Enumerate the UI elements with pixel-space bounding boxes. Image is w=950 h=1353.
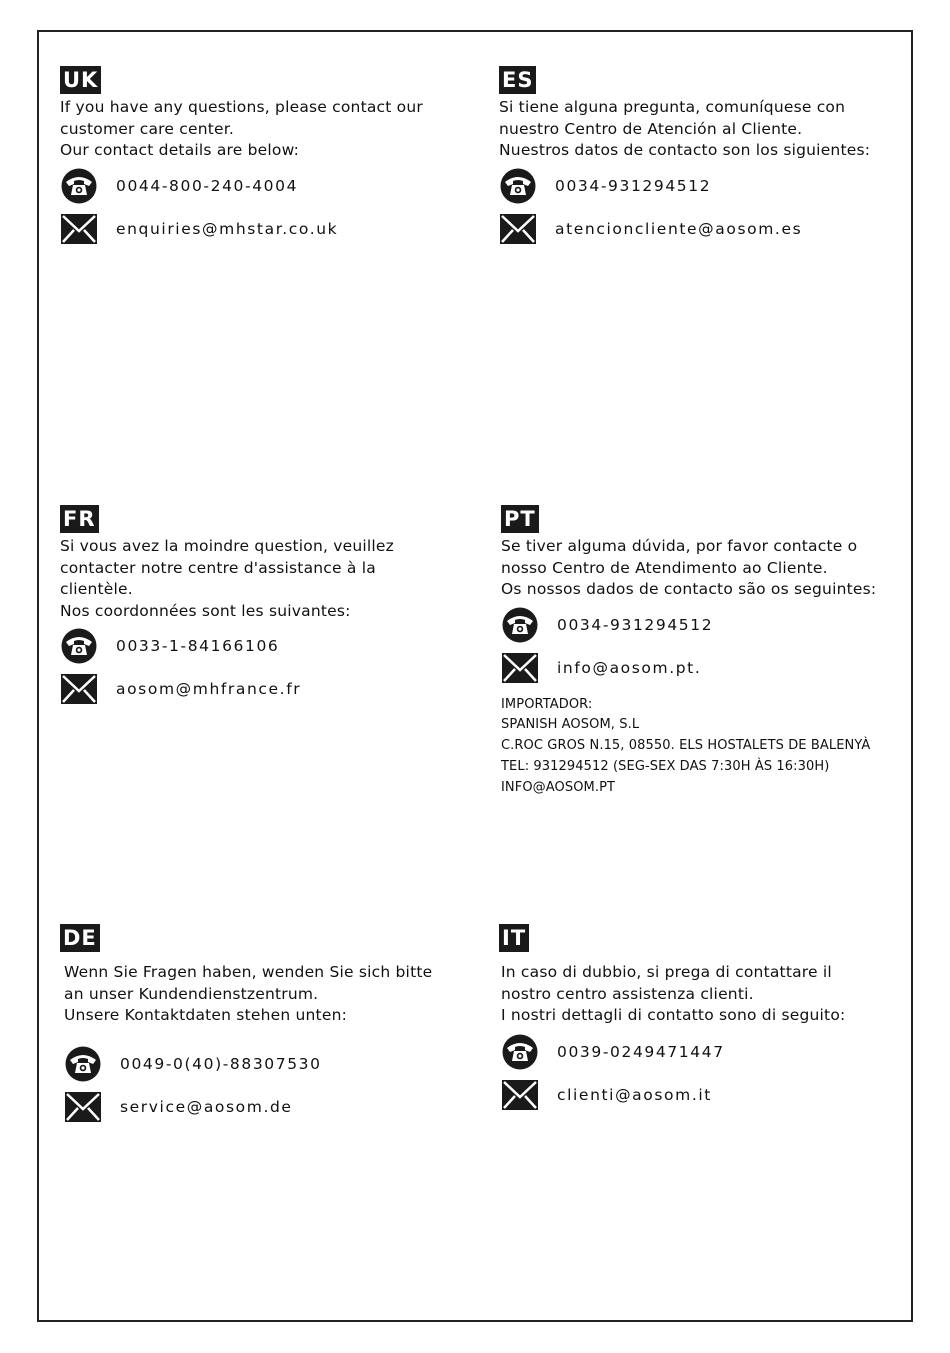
phone-number[interactable]: 0039-0249471447: [557, 1042, 725, 1061]
email-row: [499, 1076, 909, 1114]
email-row: [501, 649, 901, 687]
section-pt: [501, 505, 901, 798]
envelope-icon: [64, 1089, 102, 1125]
envelope-icon: [60, 211, 98, 247]
intro-line: Si tiene alguna pregunta, comuníquese con: [499, 98, 846, 116]
intro-line: customer care center.: [60, 119, 235, 138]
intro-line: Our contact details are below:: [60, 141, 300, 159]
section-uk: [60, 66, 470, 248]
country-code-badge: PT: [501, 505, 539, 533]
importer-line: C.ROC GROS N.15, 08550. ELS HOSTALETS DE BALENYÀ: [501, 738, 871, 754]
phone-row: [499, 1033, 909, 1071]
importer-line: TEL: 931294512 (SEG-SEX DAS 7:30H ÀS 16:30H): [501, 758, 830, 774]
country-code-badge: FR: [60, 505, 99, 533]
telephone-icon: [60, 628, 98, 664]
email-address[interactable]: service@aosom.de: [120, 1097, 293, 1116]
section-es: [499, 66, 909, 248]
email-row: [499, 210, 909, 248]
intro-line: nuestro Centro de Atención al Cliente.: [499, 119, 803, 138]
intro-line: clientèle.: [60, 580, 133, 598]
email-address[interactable]: enquiries@mhstar.co.uk: [116, 219, 339, 238]
section-de: [60, 924, 470, 1126]
envelope-icon: [501, 1077, 539, 1113]
country-code-badge: IT: [499, 924, 529, 952]
phone-number[interactable]: 0033-1-84166106: [116, 637, 280, 655]
phone-row: [60, 627, 470, 665]
email-address[interactable]: info@aosom.pt.: [557, 658, 702, 677]
intro-line: contacter notre centre d'assistance à la: [60, 558, 376, 577]
intro-line: Se tiver alguma dúvida, por favor contacte o: [501, 537, 858, 555]
intro-line: an unser Kundendienstzentrum.: [64, 984, 319, 1003]
section-fr: [60, 505, 470, 708]
country-code-badge: DE: [60, 924, 100, 952]
email-row: [60, 670, 470, 708]
phone-row: [60, 1045, 470, 1083]
envelope-icon: [501, 650, 539, 686]
intro-line: Os nossos dados de contacto são os seguintes:: [501, 580, 877, 598]
telephone-icon: [499, 168, 537, 204]
envelope-icon: [60, 671, 98, 707]
intro-text: [499, 962, 909, 1027]
email-address[interactable]: aosom@mhfrance.fr: [116, 680, 302, 698]
intro-line: In caso di dubbio, si prega di contattare il: [501, 963, 832, 981]
telephone-icon: [64, 1046, 102, 1082]
phone-row: [499, 167, 909, 205]
intro-line: Nos coordonnées sont les suivantes:: [60, 601, 351, 620]
phone-number[interactable]: 0034-931294512: [555, 176, 712, 195]
phone-number[interactable]: 0034-931294512: [557, 615, 714, 634]
phone-row: [501, 606, 901, 644]
phone-number[interactable]: 0044-800-240-4004: [116, 176, 299, 195]
email-row: [60, 1088, 470, 1126]
intro-line: Wenn Sie Fragen haben, wenden Sie sich bitte: [64, 963, 433, 981]
intro-line: If you have any questions, please contact our: [60, 98, 423, 116]
email-address[interactable]: clienti@aosom.it: [557, 1085, 712, 1104]
importer-block: [501, 695, 901, 799]
importer-line: IMPORTADOR:: [501, 696, 593, 712]
phone-number[interactable]: 0049-0(40)-88307530: [120, 1054, 322, 1073]
telephone-icon: [60, 168, 98, 204]
intro-text: [60, 97, 470, 162]
intro-text: [60, 536, 470, 622]
intro-text: [499, 97, 909, 162]
email-row: [60, 210, 470, 248]
intro-line: I nostri dettagli di contatto sono di seguito:: [501, 1006, 846, 1024]
importer-line: SPANISH AOSOM, S.L: [501, 717, 640, 733]
email-address[interactable]: atencioncliente@aosom.es: [555, 219, 803, 238]
intro-line: Si vous avez la moindre question, veuillez: [60, 537, 394, 555]
intro-line: Unsere Kontaktdaten stehen unten:: [64, 1006, 348, 1024]
envelope-icon: [499, 211, 537, 247]
intro-line: nostro centro assistenza clienti.: [501, 984, 754, 1003]
phone-row: [60, 167, 470, 205]
country-code-badge: UK: [60, 66, 101, 94]
telephone-icon: [501, 607, 539, 643]
intro-text: [60, 962, 470, 1027]
country-code-badge: ES: [499, 66, 536, 94]
intro-line: Nuestros datos de contacto son los siguientes:: [499, 141, 871, 159]
intro-text: [501, 536, 901, 601]
section-it: [499, 924, 909, 1114]
importer-line: INFO@AOSOM.PT: [501, 779, 616, 795]
intro-line: nosso Centro de Atendimento ao Cliente.: [501, 558, 828, 577]
telephone-icon: [501, 1034, 539, 1070]
